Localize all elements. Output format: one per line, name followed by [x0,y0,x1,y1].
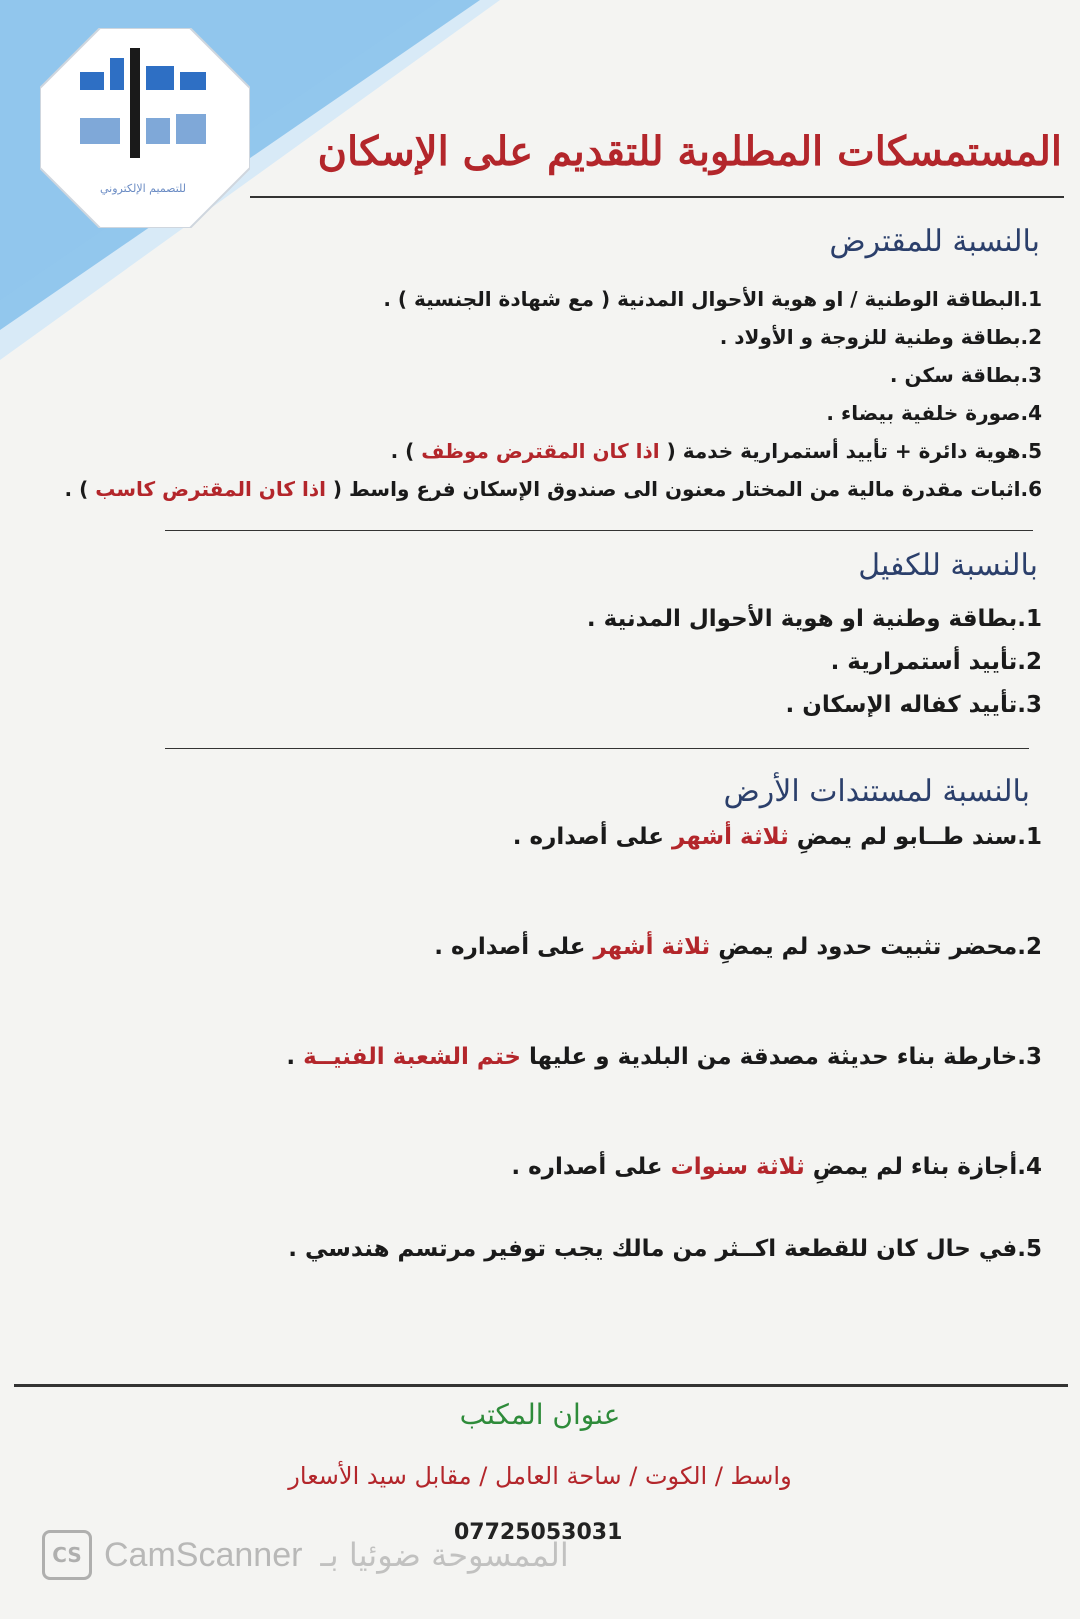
item-text: البطاقة الوطنية / او هوية الأحوال المدنية ( مع شهادة الجنسية ) . [383,287,1021,311]
item-number: 1. [1017,606,1042,632]
office-address: واسط / الكوت / ساحة العامل / مقابل سيد الأسعار [288,1462,792,1490]
item-number: 1. [1017,824,1042,850]
guarantor-divider [165,748,1029,749]
borrower-heading: بالنسبة للمقترض [829,224,1040,259]
land-heading: بالنسبة لمستندات الأرض [723,774,1030,809]
item-highlight: ختم الشعبة الفنيــة [303,1044,521,1070]
item-number: 6. [1020,477,1042,501]
footer-divider [14,1384,1068,1387]
item-number: 5. [1017,1236,1042,1262]
guarantor-list [587,598,1042,727]
guarantor-heading: بالنسبة للكفيل [858,548,1038,583]
item-text: خارطة بناء حديثة مصدقة من البلدية و عليها [520,1044,1018,1070]
item-text: أجازة بناء لم يمضِ [804,1154,1018,1180]
list-item [587,598,1042,641]
borrower-list [65,280,1042,508]
list-item [65,280,1042,318]
page-title: المستمسكات المطلوبة للتقديم على الإسكان [317,128,1062,175]
item-highlight: اذا كان المقترض موظف [421,439,660,463]
list-item [587,641,1042,684]
camscanner-watermark [42,1530,569,1580]
title-divider [250,196,1064,198]
item-text: محضر تثبيت حدود لم يمضِ [710,934,1018,960]
camscanner-arabic: الممسوحة ضوئيا بـ [320,1536,569,1574]
item-highlight: ثلاثة أشهر [672,824,789,850]
item-number: 3. [1017,1044,1042,1070]
list-item [587,684,1042,727]
item-text: تأييد كفاله الإسكان . [785,692,1018,718]
borrower-divider [165,530,1033,531]
office-logo [40,28,250,228]
list-item [286,1150,1042,1184]
item-number: 2. [1020,325,1042,349]
camscanner-brand: CamScanner [104,1535,303,1574]
office-phone: 07725053031 [454,1520,623,1545]
list-item [286,930,1042,964]
item-number: 2. [1017,934,1042,960]
item-number: 1. [1020,287,1042,311]
item-text: هوية دائرة + تأييد أستمرارية خدمة ( [659,439,1021,463]
item-text: تأييد أستمرارية . [830,649,1018,675]
item-text: بطاقة سكن . [889,363,1021,387]
list-item [286,1232,1042,1266]
item-text: على أصداره . [511,1154,671,1180]
item-text: بطاقة وطنية او هوية الأحوال المدنية . [586,606,1018,632]
list-item [65,356,1042,394]
item-text: بطاقة وطنية للزوجة و الأولاد . [719,325,1021,349]
item-text: ) . [390,439,422,463]
item-number: 4. [1017,1154,1042,1180]
list-item [286,1040,1042,1074]
item-number: 3. [1017,692,1042,718]
camscanner-icon: CS [42,1530,92,1580]
item-highlight: اذا كان المقترض كاسب [95,477,326,501]
item-text: . [286,1044,304,1070]
item-number: 3. [1020,363,1042,387]
item-number: 5. [1020,439,1042,463]
item-text: على أصداره . [434,934,594,960]
list-item [65,394,1042,432]
list-item [286,820,1042,854]
item-text: في حال كان للقطعة اكــثر من مالك يجب توفير مرتسم هندسي . [288,1236,1018,1262]
item-text: صورة خلفية بيضاء . [826,401,1021,425]
land-list [286,820,1042,1266]
item-text: على أصداره . [512,824,673,850]
item-number: 2. [1017,649,1042,675]
item-text: ) . [64,477,96,501]
office-address-title: عنوان المكتب [459,1398,621,1431]
item-highlight: ثلاثة أشهر [593,934,711,960]
item-text: اثبات مقدرة مالية من المختار معنون الى صندوق الإسكان فرع واسط ( [325,477,1021,501]
item-highlight: ثلاثة سنوات [670,1154,805,1180]
list-item [65,432,1042,470]
item-text: سند طــابو لم يمضِ [788,824,1018,850]
list-item [65,470,1042,508]
list-item [65,318,1042,356]
logo-caption: للتصميم الإلكتروني [100,182,187,195]
item-number: 4. [1020,401,1042,425]
logo-emblem [40,28,250,228]
